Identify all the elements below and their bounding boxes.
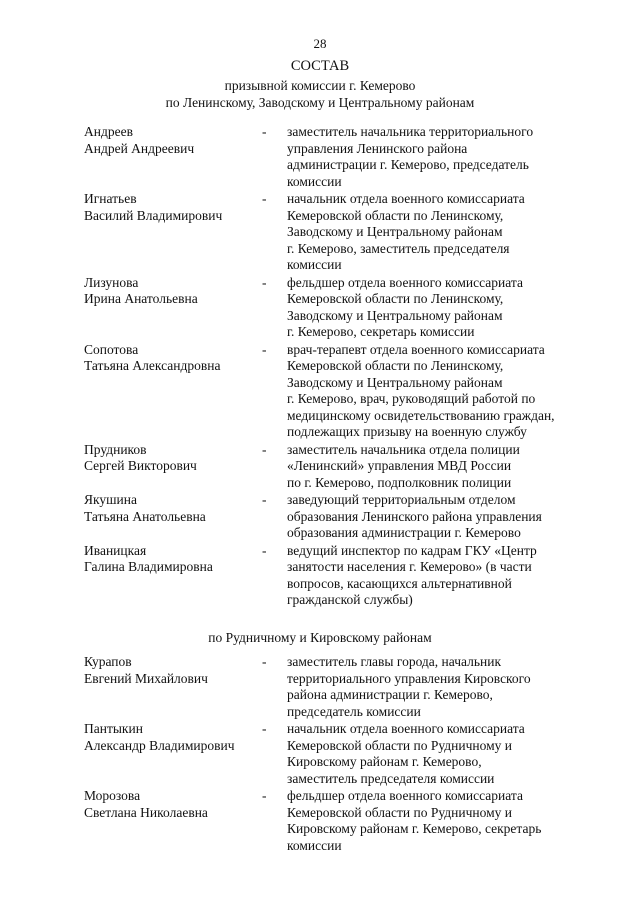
member-role [287,654,592,720]
member-surname: Пантыкин [84,721,143,736]
dash: - [262,492,267,507]
member-entry [0,543,640,609]
member-role [287,342,592,441]
role-line: гражданской службы) [287,592,413,607]
role-line: Заводскому и Центральному районам [287,374,503,390]
role-line: Заводскому и Центральному районам [287,307,503,323]
role-line: комиссии [287,173,342,189]
role-line: подлежащих призыву на военную службу [287,424,527,439]
member-role [287,788,592,854]
member-surname: Андреев [84,124,133,139]
role-line: Кемеровской области по Ленинскому, [287,291,504,306]
page-number: 28 [313,36,327,51]
member-name [0,342,262,441]
role-line: образования Ленинского района управления [287,508,542,524]
member-surname: Лизунова [84,274,139,290]
dash: - [262,542,267,558]
member-given-name: Светлана Николаевна [84,804,208,820]
member-role [287,492,592,542]
role-line: по г. Кемерово, подполковник полиции [287,474,512,490]
member-given-name: Сергей Викторович [84,458,197,473]
member-name [0,124,262,190]
role-line: комиссии [287,257,342,272]
role-line: Кировскому районам г. Кемерово, секретарь [287,821,542,836]
member-entry [0,442,640,492]
member-surname: Прудников [84,441,147,457]
role-line: Кемеровской области по Рудничному и [287,737,513,753]
role-line: врач-терапевт отдела военного комиссариата [287,341,545,357]
member-given-name: Ирина Анатольевна [84,291,198,306]
role-line: заместитель начальника отдела полиции [287,441,520,457]
role-line: г. Кемерово, заместитель председателя [287,240,510,256]
member-given-name: Андрей Андреевич [84,140,195,156]
role-line: заместитель главы города, начальник [287,654,502,669]
dash: - [262,788,267,803]
dash: - [262,341,267,357]
member-surname: Сопотова [84,341,139,357]
member-entry [0,492,640,542]
member-entry [0,788,640,854]
role-line: заместитель начальника территориального [287,124,534,139]
role-line: Кировскому районам г. Кемерово, [287,754,482,769]
dash: - [262,441,267,457]
member-given-name: Василий Владимирович [84,207,223,223]
role-line: «Ленинский» управления МВД России [287,458,512,473]
role-line: заместитель председателя комиссии [287,770,495,786]
member-given-name: Галина Владимировна [84,559,213,574]
member-entry [0,721,640,787]
member-role [287,124,592,190]
member-name [0,654,262,720]
role-line: образования администрации г. Кемерово [287,525,521,540]
role-line: занятости населения г. Кемерово» (в части [287,559,532,574]
dash: - [262,274,267,290]
member-surname: Курапов [84,654,132,669]
role-line: фельдшер отдела военного комиссариата [287,788,523,803]
member-given-name: Татьяна Анатольевна [84,508,206,524]
role-line: района администрации г. Кемерово, [287,687,493,702]
member-name [0,275,262,341]
role-line: начальник отдела военного комиссариата [287,191,525,206]
member-name [0,191,262,274]
members-list-2 [0,654,640,855]
member-surname: Морозова [84,788,141,803]
role-line: администрации г. Кемерово, председатель [287,157,529,172]
role-line: медицинскому освидетельствованию граждан, [287,407,555,423]
member-name [0,442,262,492]
role-line: Кемеровской области по Ленинскому, [287,207,504,223]
member-given-name: Евгений Михайлович [84,670,208,686]
member-name [0,788,262,854]
dash: - [262,124,267,139]
member-surname: Иваницкая [84,542,147,558]
role-line: фельдшер отдела военного комиссариата [287,274,523,290]
members-list-1 [0,124,640,610]
role-line: г. Кемерово, секретарь комиссии [287,324,475,339]
role-line: комиссии [287,837,342,853]
member-surname: Якушина [84,492,137,507]
section-heading: по Рудничному и Кировскому районам [208,630,432,645]
member-entry [0,342,640,441]
dash: - [262,721,267,736]
role-line: заведующий территориальным отделом [287,492,516,507]
role-line: г. Кемерово, врач, руководящий работой по [287,391,536,406]
member-given-name: Татьяна Александровна [84,358,221,373]
member-entry [0,654,640,720]
member-role [287,442,592,492]
document-title: СОСТАВ [290,58,350,74]
member-surname: Игнатьев [84,191,137,206]
member-given-name: Александр Владимирович [84,737,235,753]
member-role [287,191,592,274]
member-name [0,543,262,609]
member-role [287,275,592,341]
member-name [0,492,262,542]
subtitle-line: по Ленинскому, Заводскому и Центральному районам [165,95,475,110]
role-line: ведущий инспектор по кадрам ГКУ «Центр [287,542,537,558]
member-name [0,721,262,787]
role-line: Заводскому и Центральному районам [287,224,503,239]
member-role [287,543,592,609]
role-line: управления Ленинского района [287,140,468,156]
member-entry [0,191,640,274]
role-line: вопросов, касающихся альтернативной [287,575,512,591]
dash: - [262,654,267,669]
role-line: территориального управления Кировского [287,670,531,686]
role-line: начальник отдела военного комиссариата [287,721,525,736]
member-entry [0,275,640,341]
role-line: Кемеровской области по Рудничному и [287,804,513,820]
member-entry [0,124,640,190]
member-role [287,721,592,787]
subtitle-line: призывной комиссии г. Кемерово [224,78,416,93]
dash: - [262,191,267,206]
role-line: Кемеровской области по Ленинскому, [287,358,504,373]
role-line: председатель комиссии [287,703,421,719]
